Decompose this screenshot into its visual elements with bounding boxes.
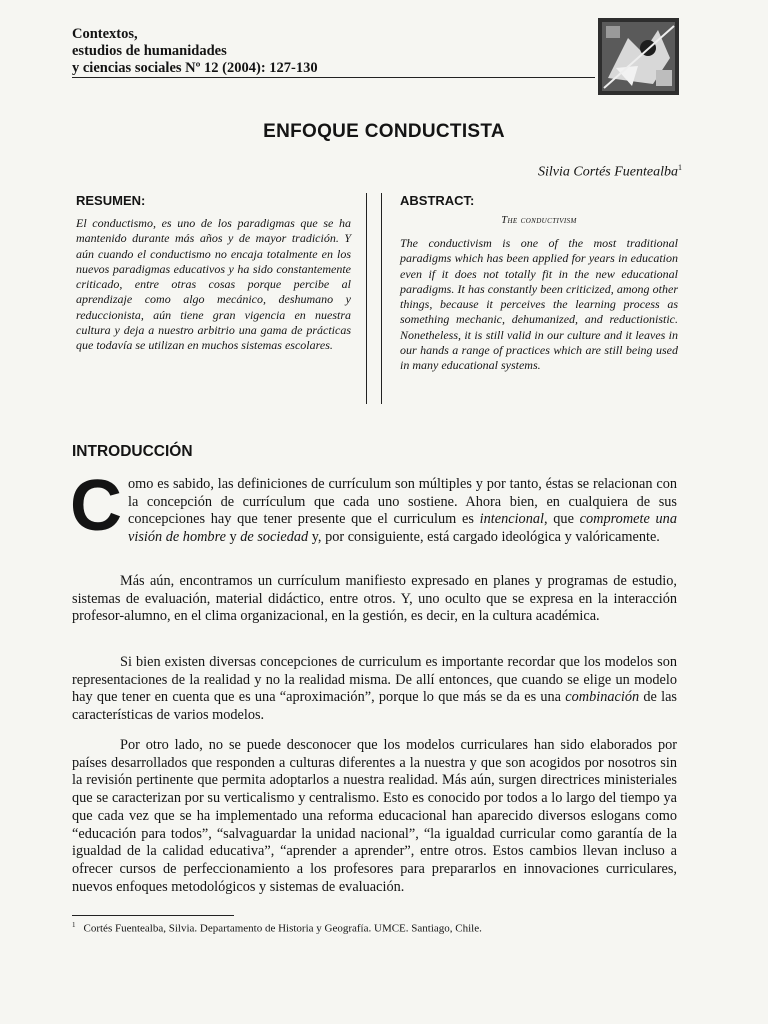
journal-subtitle: estudios de humanidades (72, 43, 227, 59)
author-line (538, 163, 682, 181)
resumen-heading: RESUMEN: (76, 193, 146, 208)
footnote-text: Cortés Fuentealba, Silvia. Departamento de Historia y Geografía. UMCE. Santiago, Chile. (83, 922, 482, 935)
paragraph-2: Más aún, encontramos un currículum manifiesto expresado en planes y programas de estudio, sistemas de evaluación, material didáctico, entre otros. Y, uno oculto que se expresa en la interacción profesor-alumno, en el clima organizacional, en la gestión, es decir, en la cultura académica. (72, 573, 677, 625)
journal-issue: y ciencias sociales Nº 12 (2004): 127-130 (72, 60, 318, 76)
paragraph-4: Por otro lado, no se puede desconocer que los modelos curriculares han sido elaborados por países desarrollados que responden a culturas diferentes a la nuestra y que son acogidos por nosotros sin la revisión pertinente que permita adoptarlos a nuestra realidad. Más aún, surgen directrices ministeriales que se caracterizan por su verticalismo y centralismo. Esto es conocido por todos a lo largo del tiempo ya que cada vez que se ha implementado una reforma educacional han aparecido diversos eslogans como “educación para todos”, “salvaguardar la unidad nacional”, “la igualdad curricular como garantía de la igualdad de la calidad educativa”, “aprender a aprender”, entre otros. Estos cambios llevan incluso a ofrecer cursos de perfeccionamiento a los profesores para prepararlos en innovaciones curriculares, nuevos enfoques metodológicos y sistemas de evaluación. (72, 737, 677, 895)
paragraph-3: Si bien existen diversas concepciones de curriculum es importante recordar que los modelos son representaciones de la realidad y no la realidad misma. De allí entonces, que cuando se elige un modelo hay que tener en cuenta que es una “aproximación”, porque lo que más se da es una combinación de las características de varios modelos. (72, 654, 677, 724)
column-divider-left (366, 193, 367, 404)
article-title: ENFOQUE CONDUCTISTA (263, 121, 505, 142)
footnote-rule (72, 915, 234, 916)
header-rule (72, 77, 595, 78)
abstract-text: The conductivism is one of the most traditional paradigms which has been applied for years in education even if it does not totally fit in the new educational paradigms. It has constantly been criticized, among other things, because it perceives the learning process as something mechanic, dehumanized, and reductionistic. Nonetheless, it is still valid in our culture and it leaves in our hands a range of practices which are still being used in many educational systems. (400, 236, 678, 373)
section-heading-introduccion: INTRODUCCIÓN (72, 443, 193, 460)
footnote-mark: 1 (72, 921, 76, 929)
author-name: Silvia Cortés Fuentealba (538, 164, 678, 180)
paragraph-1: Como es sabido, las definiciones de currículum son múltiples y por tanto, éstas se relacionan con la concepción de currículum que cada uno sostiene. Ahora bien, en cualquiera de sus concepciones hay que tener presente que el curriculum es intencional, que compromete una visión de hombre y de sociedad y, por consiguiente, está cargado ideológica y valóricamente. (70, 466, 677, 546)
author-footnote-mark: 1 (678, 163, 682, 172)
journal-name: Contextos, (72, 26, 138, 42)
abstract-subtitle: The conductivism (501, 215, 577, 226)
footnote (72, 921, 482, 935)
journal-logo-icon (598, 18, 679, 95)
abstract-heading: ABSTRACT: (400, 193, 475, 208)
drop-cap: C (70, 466, 122, 546)
journal-header (72, 26, 318, 77)
resumen-text: El conductismo, es uno de los paradigmas que se ha mantenido durante más años y de mayor tradición. Y aún cuando el conductismo no encaja totalmente en los nuevos paradigmas educativos y ha sido constantemente criticado, entre otras cosas porque percibe al aprendizaje como algo mecánico, deshumano y reduccionista, aún tiene gran vigencia en nuestra cultura y deja a nuestro arbitrio una gama de prácticas que todavía se utilizan en muchos sistemas escolares. (76, 216, 351, 353)
column-divider-right (381, 193, 382, 404)
